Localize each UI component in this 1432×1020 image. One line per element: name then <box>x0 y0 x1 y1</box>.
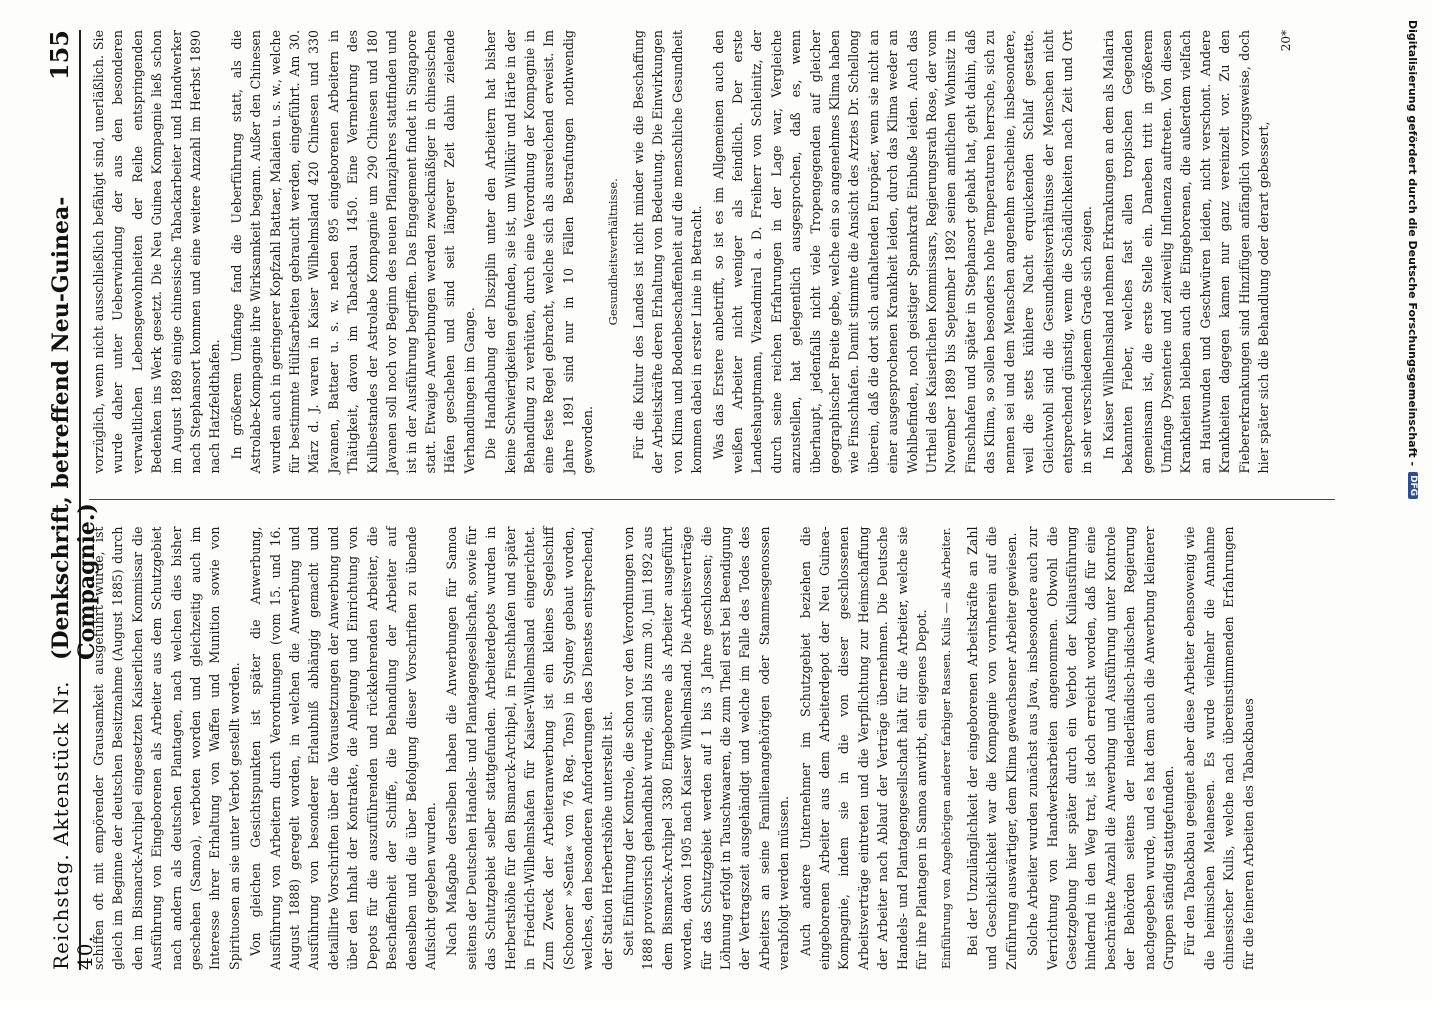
paragraph: schiffen oft mit empörender Grausamkeit ausgeführt wurde, ist gleich im Beginne der deutschen Besitznahme (August 1885) durch den im Bismarck-Archipel eingesetzten Kaiserlichen Kommissar die Ausführung von Eingeborenen als Arbeiter aus dem Schutzgebiet nach andern als deutschen Plantagen, nach welchen dies bisher geschehen (Samoa), verboten worden und gleichzeitig auch im Interesse ihrer Erhaltung von Waffen und Munition sowie von Spirituosen an sie unter Verbot gestellt worden. <box>91 526 242 970</box>
digitization-note <box>1402 0 1428 1000</box>
dfg-logo: DFG <box>1408 472 1418 499</box>
page-number: 155 <box>45 30 74 81</box>
column-divider <box>89 500 1335 501</box>
paragraph: Für die Kultur des Landes ist nicht minder wie die Beschaffung der Arbeitskräfte deren Erhaltung von Bedeutung. Die Einwirkungen von Klima und Bodenbeschaffenheit auf die menschliche Gesundheit kommen dabei in erster Linie in Betracht. <box>630 30 705 474</box>
sheet-signature: 20* <box>1279 30 1294 52</box>
paragraph: Für den Tabackbau geeignet aber diese Arbeiter ebensowenig wie die heimischen Melanesen. Es wurde vielmehr die Annahme chinesischer Kulis, welche nach übereinstimmenden Erfahrungen für die feineren Arbeiten des Tabackbaues <box>1182 526 1256 970</box>
paragraph: Von gleichen Gesichtspunkten ist später die Anwerbung, Ausführung von Arbeitern durch Verordnungen (vom 15. und 16. August 1888) geregelt worden, in welchen die Anwerbung und Ausführung von besonderer Erlaubniß abhängig gemacht und detaillirte Vorschriften über die Vorausetzungen der Anwerbung und über den Inhalt der Kontrakte, die Anlegung und Einrichtung von Depots für die auszuführenden und rückkehrenden Arbeiter, die Beschaffenheit der Schiffe, die Behandlung der Arbeiter auf denselben und die über Befolgung dieser Vorschriften zu übende Aufsicht gegeben wurden. <box>248 526 438 970</box>
running-header <box>45 30 100 970</box>
header-title: (Denkschrift, betreffend Neu-Guinea-Compagnie.) <box>48 196 100 660</box>
paragraph: Seit Einführung der Kontrole, die schon vor den Verordnungen von 1888 provisorisch gehandhabt wurde, sind bis zum 30. Juni 1892 aus dem Bismarck-Archipel 3380 Eingeborene als Arbeiter ausgeführt worden, davon 1905 nach Kaiser Wilhelmsland. Die Arbeitsverträge für das Schutzgebiet werden auf 1 bis 3 Jahre geschlossen; die Löhnung erfolgt in Tauschwaaren, die zum Theil erst bei Beendigung der Vertragszeit ausgehändigt und welche im Falle des Todes des Arbeiters an seine Familienangehörigen oder Stammesgenossen verabfolgt werden müssen. <box>620 526 792 970</box>
right-column <box>89 30 1335 474</box>
paragraph: vorzüglich, wenn nicht ausschließlich befähigt sind, unerläßlich. Sie wurde daher unter Ueberwindung der aus den besonderen verwaltlichen Lebensgewohnheiten der Reihe entspringenden Bedenken ins Werk gesetzt. Die Neu Guinea Kompagnie ließ schon im August 1889 einige chinesische Tabackarbeiter und Handwerker nach Stephansort kommen und eine weitere Anzahl im Herbst 1890 nach Hatzfeldthafen. <box>91 30 223 474</box>
paragraph: Was das Erstere anbetrifft, so ist es im Allgemeinen auch den weißen Arbeiter nicht weniger als feindlich. Der erste Landeshauptmann, Vizeadmiral a. D. Freiherr von Schleinitz, der durch seine reichen Erfahrungen in der Lage war, Vergleiche anzustellen, hat gelegentlich ausgesprochen, daß es, wenn überhaupt, jedenfalls nicht viele Tropengegenden auf gleicher geographischer Breite gebe, welche ein so angenehmes Klima haben wie Finschhafen. Damit stimmte die Ansicht des Arztes Dr. Schellong überein, daß die dort sich aufhaltenden Europäer, wenn sie nicht an einer ausgesprochenen Krankheit leiden, durch das Klima weder an Wohlbefinden, noch geistiger Spannkraft Einbuße leiden. Auch das Urtheil des Kaiserlichen Kommissars, Regierungsrath Rose, der vom November 1889 bis September 1892 seinen amtlichen Wohnsitz in Finschhafen und später in Stephansort gehabt hat, geht dahin, daß das Klima, so sollen besonders hohe Temperaturen herrsche, sich zu nennen sei und dem Menschen angenehm erscheine, insbesondere, weil die stets kühlere Nacht erquickenden Schlaf gestatte. Gleichwohl sind die Gesundheitsverhältnisse der Menschen nicht entsprechend günstig, wenn die Schädlichkeiten nach Zeit und Ort in sehr verschiedenem Grade sich zeigen. <box>710 30 1095 474</box>
paragraph: In größerem Umfange fand die Ueberführung statt, als die Astrolabe-Kompagnie ihre Wirksamkeit begann. Außer den Chinesen wurden auch in geringerer Kopfzahl Battaer, Malaien u. s. w., welche für bestimmte Hülfsarbeiten gebraucht werden, eingeführt. Am 30. März d. J. waren in Kaiser Wilhelmsland 420 Chinesen und 330 Javanen, Battaer u. s. w. neben 895 eingeborenen Arbeitern in Thätigkeit, davon im Tabackbau 1450. Eine Vermehrung des Kulibestandes der Astrolabe Kompagnie um 290 Chinesen und 180 Javanen soll noch vor Beginn des neuen Pflanzjahres stattfinden und ist in der Ausführung begriffen. Das Engagement findet in Singapore statt. Etwaige Anwerbungen werden zweckmäßiger in chinesischen Häfen geschehen und sind seit längerer Zeit dahin zielende Verhandlungen im Gange. <box>228 30 477 474</box>
paragraph: Solche Arbeiter wurden zunächst aus Java, insbesondere auch zur Verrichtung von Handwerksarbeiten angenommen. Obwohl die Gesetzgebung hier später durch ein Verbot der Kuliausführung hindernd in den Weg trat, ist doch erreicht worden, daß für eine beschränkte Anzahl die Anwerbung und Ausführung unter Kontrole der Behörden seitens der niederländisch-indischen Regierung nachgegeben wurde, und es hat dem auch die Anwerbung kleinerer Gruppen ständig stattgefunden. <box>1025 526 1176 970</box>
header-left: Reichstag. Aktenstück Nr. 40. <box>49 680 97 970</box>
paragraph: In Kaiser Wilhelmsland nehmen Erkrankungen an dem als Malaria bekannten Fieber, welches fast allen tropischen Gegenden gemeinsam ist, die erste Stelle ein. Daneben tritt in größerem Umfange Dysenterie und zeitweilig Influenza auftreten. Von diesen Krankheiten bleiben auch die Eingeborenen, die außerdem vielfach an Hautwunden und Geschwüren leiden, nicht verschont. Andere Krankheiten dagegen kamen nur ganz vereinzelt vor. Zu den Fiebererkrankungen sind Hinzifügen anfänglich vorzugsweise, doch hier später sich die Behandlung oder derart gebessert, <box>1100 30 1271 474</box>
rotated-document-page <box>25 10 1355 990</box>
paragraph: Die Handhabung der Disziplin unter den Arbeitern hat bisher keine Schwierigkeiten gefunden, sie ist, um Willkür und Härte in der Behandlung zu verhüten, durch eine Verordnung der Kompagnie in eine feste Regel gebracht, welche sich als ausreichend erweist. Im Jahre 1891 sind nur in 10 Fällen Bestrafungen nothwendig geworden. <box>483 30 596 474</box>
paragraph: Bei der Unzulänglichkeit der eingeborenen Arbeitskräfte an Zahl und Geschicklichkeit war die Kompagnie von vornherein auf die Zuführung auswärtiger, dem Klima gewachsener Arbeiter gewiesen. <box>964 526 1019 970</box>
left-column <box>89 527 1335 971</box>
paragraph: Nach Maßgabe derselben haben die Anwerbungen für Samoa seitens der Deutschen Handels- und Plantagengesellschaft, sowie für das Schutzgebiet selber stattgefunden. Arbeiterdepots wurden in Herbertshöhe für den Bismarck-Archipel, in Finschhafen und später in Friedrich-Wilhelmshafen für Kaiser-Wilhelmsland eingerichtet. Zum Zweck der Arbeiteranwerbung ist ein kleines Segelschiff (Schooner »Senta« von 76 Reg. Tons) in Sydney gebaut worden, welches, den besonderen Anforderungen des Dienstes entsprechend, der Station Herbertshöhe unterstellt ist. <box>444 526 615 970</box>
digitization-text: Digitalisierung gefördert durch die Deutsche Forschungsgemeinschaft - <box>1406 20 1420 467</box>
section-subheading: Einführung von Angehörigen anderer farbiger Rassen. Kulis — als Arbeiter. <box>939 527 954 970</box>
text-columns <box>89 30 1335 970</box>
paragraph: Auch andere Unternehmer im Schutzgebiet beziehen die eingeborenen Arbeiter aus dem Arbeiterdepot der Neu Guinea-Kompagnie, indem sie in die von dieser geschlossenen Arbeitsverträge eintreten und die Verpflichtung zur Heimschaffung der Arbeiter nach Ablauf der Verträge übernehmen. Die Deutsche Handels- und Plantagengesellschaft hält für die Arbeiter, welche sie für ihre Plantagen in Samoa anwirbt, ein eigenes Depot. <box>797 526 930 970</box>
section-subheading: Gesundheitsverhältnisse. <box>605 178 620 326</box>
